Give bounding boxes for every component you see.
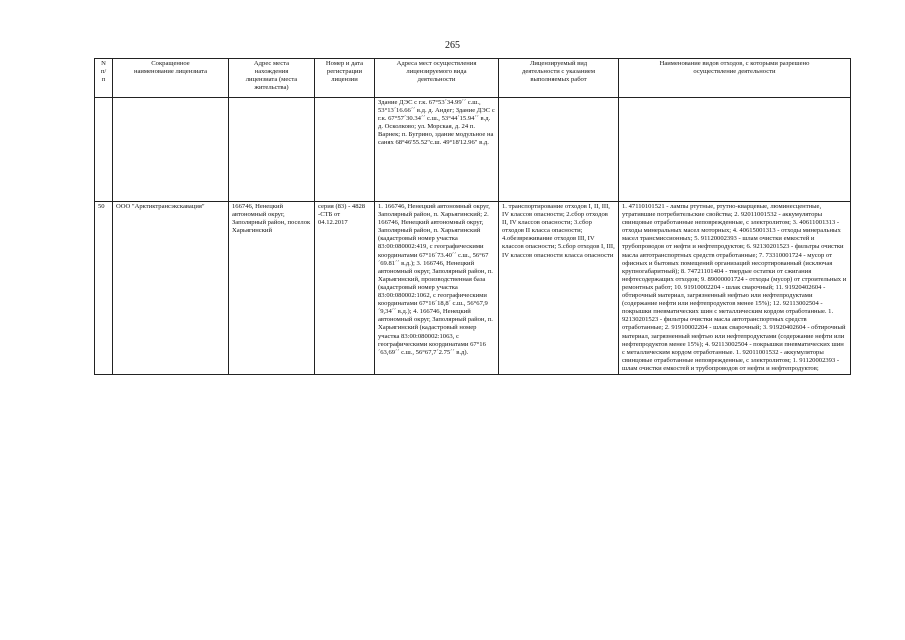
cell-licensee-address: [229, 98, 315, 202]
cell-registration: [315, 98, 375, 202]
header-number: N п/ п: [95, 59, 113, 98]
header-activity-type: Лицензируемый вид деятельности с указанием выполняемых работ: [499, 59, 619, 98]
cell-licensee-name: ООО "Арктиктрансэкскавация": [113, 202, 229, 375]
cell-activity-address: Здание ДЭС с г.к. 67°53´34.99´´ с.ш., 53°13´16.66´´ в.д. д. Андег; Здание ДЭС с г.к. 67°57´30.34´´ с.ш., 53°44´15.94´´ в.д. д. Осколково; ул. Морская, д. 24 п. Варнек; п. Бугрино, здание модульное на санях 68°46'55.52"с.ш. 49°18'12.96" в.д.: [375, 98, 499, 202]
header-licensee-address: Адрес места нахождения лицензиата (места жительства): [229, 59, 315, 98]
cell-waste-types: [619, 98, 851, 202]
page-number: 265: [445, 40, 460, 51]
cell-registration: серия (83) - 4828 -СТБ от 04.12.2017: [315, 202, 375, 375]
cell-licensee-name: [113, 98, 229, 202]
cell-licensee-address: 166746, Ненецкий автономный округ, Заполярный район, поселок Харьягинский: [229, 202, 315, 375]
header-waste-types: Наименование видов отходов, с которыми разрешено осуществление деятельности: [619, 59, 851, 98]
cell-waste-types: 1. 47110101521 - лампы ртутные, ртутно-кварцевые, люминесцентные, утратившие потребительские свойства; 2. 92011001532 - аккумуляторы свинцовые отработанные неповрежденные, с электролитом; 3. 40611001313 - отходы минеральных масел моторных; 4. 40615001313 - отходы минеральных масел трансмиссионных; 5. 91120002393 - шлам очистки емкостей и трубопроводов от нефти и нефтепродуктов; 6. 92130201523 - фильтры очистки масла автотранспортных средств отработанные; 7. 73310001724 - мусор от офисных и бытовых помещений организаций несортированный (исключая крупногабаритный); 8. 74721101404 - твердые остатки от сжигания нефтесодержащих отходов; 9. 89000001724 - отходы (мусор) от строительных и ремонтных работ; 10. 91910002204 - шлак сварочный; 11. 91920402604 - обтирочный материал, загрязненный нефтью или нефтепродуктами (содержание нефти или нефтепродуктов менее 15%); 12. 92113002504 - покрышки пневматических шин с металлическим кордом отработанные. 1. 92130201523 - фильтры очистки масла автотранспортных средств отработанные; 2. 91910002204 - шлак сварочный; 3. 91920402604 - обтирочный материал, загрязненный нефтью или нефтепродуктами (содержание нефти или нефтепродуктов менее 15%); 4. 92113002504 - покрышки пневматических шин с металлическим кордом отработанные. 1. 92011001532 - аккумуляторы свинцовые отработанные неповрежденные, с электролитом; 1. 91120002393 - шлам очистки емкостей и трубопроводов от нефти и нефтепродуктов;: [619, 202, 851, 375]
table-row: [95, 98, 851, 202]
license-registry-table: [94, 58, 851, 375]
header-activity-address: Адреса мест осуществления лицензируемого вида деятельности: [375, 59, 499, 98]
header-licensee-name: Сокращенное наименование лицензиата: [113, 59, 229, 98]
cell-activity-type: [499, 98, 619, 202]
cell-activity-address: 1. 166746, Ненецкий автономный округ, Заполярный район, п. Харьягинский; 2. 166746, Ненецкий автономный округ, Заполярный район, п. Харьягинский (кадастровый номер участка 83:00:080002:419, с географическими координатами 67°16´73.40´´ с.ш., 56°67´69.81´´ в.д.); 3. 166746, Ненецкий автономный округ, Заполярный район, п. Харьягинский, производственная база (кадастровый номер участка 83:00:080002:1062, с географическими координатами 67°16´18,8´ с.ш., 56°67,9´9,34´´ в.д.); 4. 166746, Ненецкий автономный округ, Заполярный район, п. Харьягинский (кадастровый номер участка 83:00:080002:1063, с географическими координатами 67°16´63,69´´ с.ш., 56°67,7´2.75´´ в.д).: [375, 202, 499, 375]
table-header-row: [95, 59, 851, 98]
header-registration: Номер и дата регистрации лицензии: [315, 59, 375, 98]
cell-activity-type: 1. транспортирование отходов I, II, III, IV классов опасности; 2.сбор отходов II, IV классов опасности; 3.сбор отходов II класса опасности; 4.обезвреживание отходов III, IV классов опасности; 5.сбор отходов I, III, IV классов опасности класса опасности: [499, 202, 619, 375]
cell-number: [95, 98, 113, 202]
cell-number: 50: [95, 202, 113, 375]
table-row: [95, 202, 851, 375]
